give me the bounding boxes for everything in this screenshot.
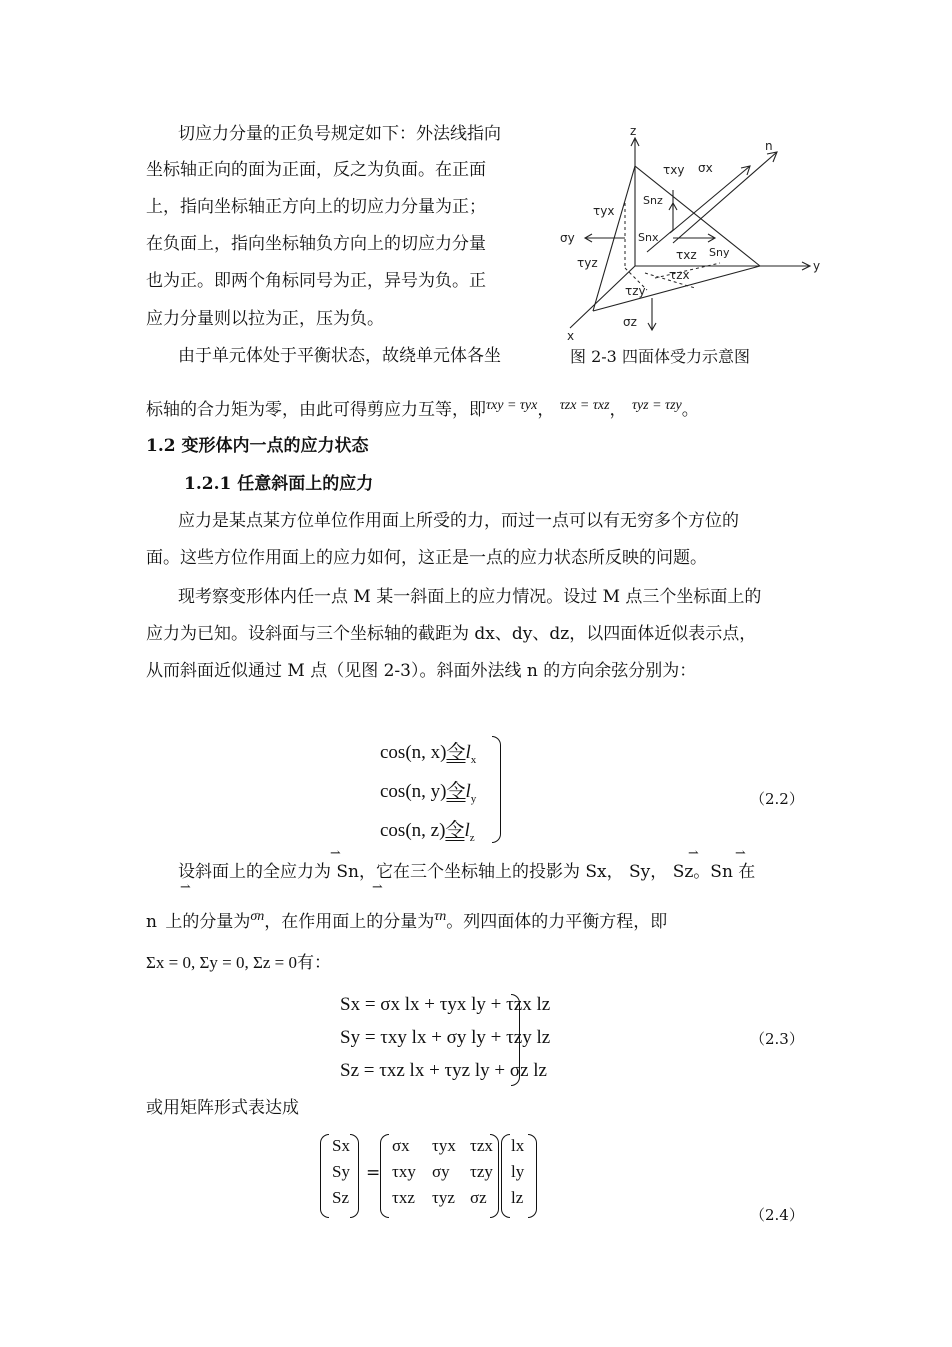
vector-arrow: ⇀: [688, 846, 699, 861]
eq23-row-3: Sz = τxz lx + τyz ly + σz lz: [340, 1060, 547, 1081]
label-tau-xy: τxy: [663, 163, 685, 177]
para1-line-2: 面。这些方位作用面上的应力如何，这正是一点的应力状态所反映的问题。: [146, 548, 707, 568]
label-tau-zx: τzx: [669, 268, 690, 282]
label-tau-zy: τzy: [625, 284, 646, 298]
paren-right: [490, 1134, 499, 1218]
label-sigma-x: σx: [698, 161, 713, 175]
label-x: x: [567, 329, 575, 343]
equals-sign: =: [366, 1163, 381, 1183]
eq22-row-3: cos(n, z)令$l_z$: [380, 820, 475, 844]
tau-equality-1: τxy = τyx: [486, 398, 538, 413]
line-8-end: 。: [681, 400, 699, 420]
tetrahedron-figure: [555, 118, 825, 368]
eq24-number: （2.4）: [750, 1206, 804, 1224]
normal-n: [673, 152, 777, 243]
eq23-row-1: Sx = σx lx + τyx ly + τzx lz: [340, 994, 551, 1015]
eq22-row-1: cos(n, x)令$l_x$: [380, 742, 477, 766]
eq23-brace: [511, 994, 520, 1086]
para2-line-2: 应力为已知。设斜面与三个坐标轴的截距为 dx、dy、dz，以四面体近似表示点，: [146, 624, 757, 644]
tau-equality-2: τzx = τxz: [559, 398, 610, 413]
paren-left: [380, 1134, 389, 1218]
label-tau-yz: τyz: [577, 256, 598, 270]
para3-line-2: n 上的分量为$^{\sigma n}$，在作用面上的分量为$^{\tau n}$。列四面体的力平衡方程，即: [146, 909, 668, 932]
para1-line-1: 应力是某点某方位单位作用面上所受的力，而过一点可以有无穷多个方位的: [178, 511, 739, 531]
eq24-l2: ly: [511, 1162, 525, 1181]
label-tau-xz: τxz: [676, 248, 697, 262]
figure-caption: 图 2-3 四面体受力示意图: [570, 347, 750, 366]
eq22-row-2: cos(n, y)令$l_y$: [380, 781, 477, 805]
eq23-row-2: Sy = τxy lx + σy ly + τzy lz: [340, 1027, 551, 1048]
tau-n: τn: [434, 909, 447, 924]
heading-1-2: 1.2 变形体内一点的应力状态: [146, 436, 369, 456]
intro-line-6: 应力分量则以拉为正，压为负。: [146, 309, 384, 329]
para2-line-3: 从而斜面近似通过 M 点（见图 2-3）。斜面外法线 n 的方向余弦分别为：: [146, 661, 697, 681]
eq24-s1: Sx: [332, 1136, 350, 1155]
eq24-l1: lx: [511, 1136, 525, 1155]
tau-equality-3: τyz = τzy: [631, 398, 682, 413]
heading-1-2-1: 1.2.1 任意斜面上的应力: [184, 474, 374, 494]
label-z: z: [630, 124, 637, 138]
label-sigma-y: σy: [560, 231, 575, 245]
vector-arrow: ⇀: [330, 846, 341, 861]
sigma-n: σn: [250, 909, 265, 924]
eq24-m23: τzy: [470, 1162, 493, 1181]
para3-line-1: 设斜面上的全应力为 Sn，它在三个坐标轴上的投影为 Sx， Sy， Sz。Sn 在: [178, 862, 756, 882]
eq24-m21: τxy: [392, 1162, 416, 1181]
para3-line-3: Σx = 0, Σy = 0, Σz = 0有：: [146, 953, 331, 973]
vector-arrow: ⇀: [372, 880, 383, 895]
paren-right: [350, 1134, 359, 1218]
paren-left: [320, 1134, 329, 1218]
eq24-l3: lz: [511, 1188, 524, 1207]
eq23-number: （2.3）: [750, 1030, 804, 1048]
eq22-number: （2.2）: [750, 790, 804, 808]
eq24-s2: Sy: [332, 1162, 350, 1181]
intro-line-3: 上，指向坐标轴正方向上的切应力分量为正；: [146, 197, 486, 217]
matrix-intro: 或用矩阵形式表达成: [146, 1098, 299, 1118]
eq24-m11: σx: [392, 1136, 410, 1155]
eq22-brace: [492, 736, 501, 843]
line-8-text: 标轴的合力矩为零，由此可得剪应力互等，即: [146, 400, 486, 420]
sum-equations: Σx = 0, Σy = 0, Σz = 0: [146, 953, 297, 972]
eq24-m22: σy: [432, 1162, 450, 1181]
eq24-m33: σz: [470, 1188, 487, 1207]
label-snx: Snx: [638, 231, 659, 244]
label-snz: Snz: [643, 194, 663, 207]
intro-line-7: 由于单元体处于平衡状态，故绕单元体各坐: [178, 346, 501, 366]
eq24-s3: Sz: [332, 1188, 349, 1207]
label-y: y: [813, 259, 821, 273]
label-sny: Sny: [709, 246, 730, 259]
vector-arrow: ⇀: [735, 846, 746, 861]
para2-line-1: 现考察变形体内任一点 M 某一斜面上的应力情况。设过 M 点三个坐标面上的: [178, 587, 762, 607]
paren-left: [501, 1134, 510, 1218]
line-8: 标轴的合力矩为零，由此可得剪应力互等，即$^{\tau xy = \tau yx}$， $^{\tau zx = \tau xz}$， $^{\tau yz = \tau zy}$。: [146, 398, 699, 420]
label-tau-yx: τyx: [593, 204, 615, 218]
label-n: n: [765, 139, 773, 153]
intro-line-5: 也为正。即两个角标同号为正，异号为负。正: [146, 271, 486, 291]
vector-arrow: ⇀: [180, 880, 191, 895]
intro-line-2: 坐标轴正向的面为正面，反之为负面。在正面: [146, 160, 486, 180]
eq24-m13: τzx: [470, 1136, 493, 1155]
eq24-m32: τyz: [432, 1188, 455, 1207]
paren-right: [528, 1134, 537, 1218]
intro-line-4: 在负面上，指向坐标轴负方向上的切应力分量: [146, 234, 486, 254]
eq24-m31: τxz: [392, 1188, 415, 1207]
eq24-m12: τyx: [432, 1136, 456, 1155]
label-sigma-z: σz: [623, 315, 637, 329]
intro-line-1: 切应力分量的正负号规定如下：外法线指向: [178, 124, 501, 144]
